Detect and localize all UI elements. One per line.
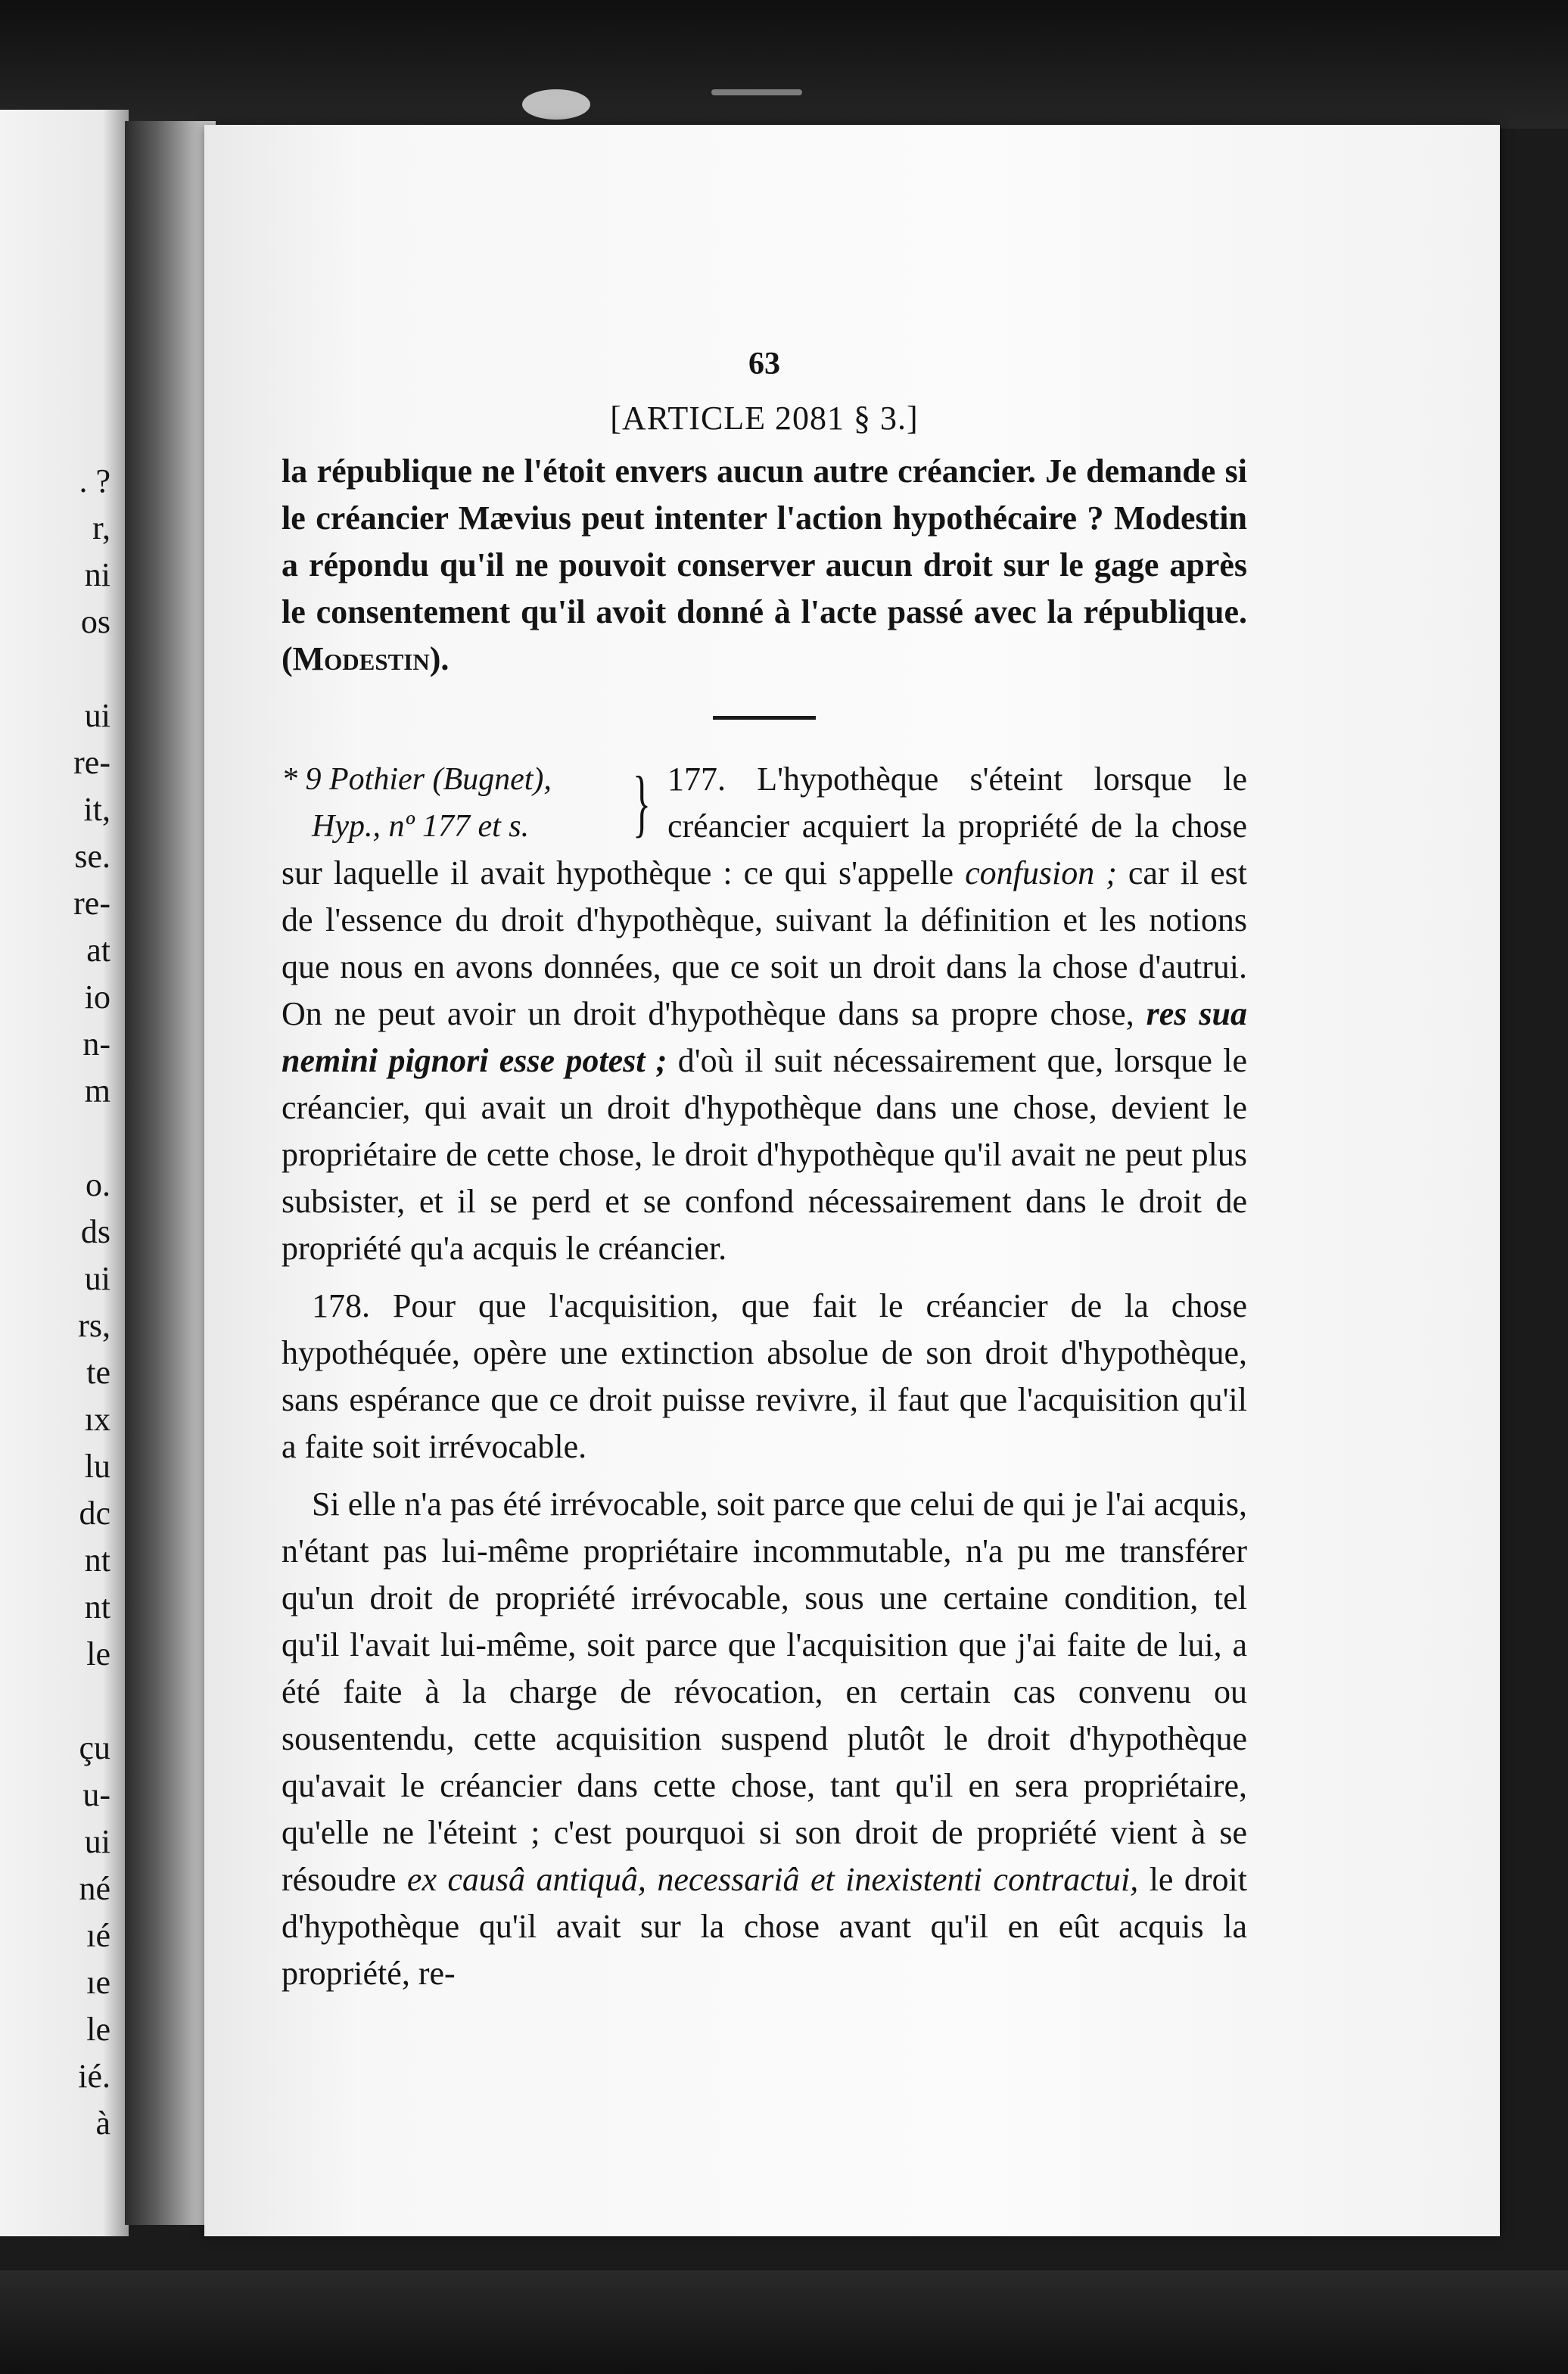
left-page-fragment: re-	[73, 744, 110, 781]
paragraph-irrevocable-part-2: le droit d'hypothèque qu'il avait sur la chose avant qu'il en eût acquis la propriété, re-	[282, 1861, 1247, 1992]
left-page-fragment: rs,	[78, 1307, 110, 1344]
left-page-fragment: dc	[79, 1495, 110, 1532]
left-page-fragment: ui	[84, 697, 110, 734]
adjacent-left-page	[0, 110, 129, 2236]
scan-smudge	[711, 89, 802, 95]
left-page-fragment: te	[86, 1354, 110, 1391]
book-gutter-shadow	[125, 121, 216, 2225]
page-content	[282, 341, 1247, 1997]
left-page-fragment: os	[80, 603, 110, 640]
left-page-fragment: ıx	[84, 1401, 110, 1438]
term-confusion: confusion ;	[965, 854, 1117, 891]
left-page-fragment: se.	[74, 838, 110, 875]
paragraph-177-part-3: d'où il suit nécessairement que, lorsque le créancier, qui avait un droit d'hypothèque dans une chose, devient le propriétaire de cette chose, le droit d'hypothèque qu'il avait ne peut plus subsister, et il se perd et se confond nécessairement dans le droit de propriété qu'a acquis le créancier.	[282, 1042, 1248, 1267]
left-page-fragment	[0, 646, 129, 692]
paragraph-178: 178. Pour que l'acquisition, que fait le créancier de la chose hypothéquée, opère une extinction absolue de son droit d'hypothèque, sans espérance que ce droit puisse revivre, il faut que l'acquisition qu'il a faite soit irrévocable.	[282, 1287, 1247, 1465]
photo-frame-bottom	[0, 2270, 1568, 2374]
left-page-fragment: à	[95, 2105, 110, 2142]
section-177	[282, 756, 1247, 1272]
left-page-fragment: it,	[83, 791, 110, 828]
left-page-fragment: u-	[82, 1776, 110, 1813]
paragraph-irrevocable-part-1: Si elle n'a pas été irrévocable, soit parce que celui de qui je l'ai acquis, n'étant pas lui-même propriétaire incommutable, n'a pu me transférer qu'un droit de propriété irrévocable, sous une certaine condition, tel qu'il l'avait lui-même, soit parce que l'acquisition que j'ai faite de lui, a été faite à la charge de révocation, en certain cas convenu ou sousentendu, cette acquisition suspend plutôt le droit d'hypothèque qu'avait le créancier dans cette chose, tant qu'il en sera propriétaire, qu'elle ne l'éteint ; c'est pourquoi si son droit de propriété vient à se résoudre	[282, 1486, 1247, 1898]
opening-paragraph-closing: ).	[429, 640, 450, 677]
left-page-fragment: ié.	[78, 2058, 110, 2095]
left-page-fragment: re-	[73, 885, 110, 922]
left-page-fragment: nt	[84, 1588, 110, 1626]
left-page-fragment: o.	[86, 1166, 110, 1203]
photo-frame-top	[0, 0, 1568, 129]
opening-paragraph	[282, 448, 1247, 683]
section-divider	[713, 716, 816, 720]
left-page-fragment: r,	[92, 509, 110, 546]
left-page-fragment: ıé	[86, 1917, 110, 1954]
citation-brace: }	[633, 761, 651, 845]
left-page-text-fragments	[0, 458, 129, 2147]
latin-phrase: ex causâ antiquâ, necessariâ et inexistenti contractui,	[406, 1861, 1139, 1898]
left-page-fragment	[0, 1678, 129, 1725]
left-page-fragment: nt	[84, 1542, 110, 1579]
paragraph-irrevocable	[282, 1481, 1247, 1997]
paragraph-177-part-1: 177. L'hypothèque s'éteint lorsque le créancier acquiert la propriété de la chose sur laquelle il avait hypothèque : ce qui s'appelle	[282, 761, 1247, 891]
margin-citation	[282, 756, 651, 850]
left-page-fragment: io	[84, 979, 110, 1016]
left-page-fragment	[0, 1115, 129, 1162]
left-page-fragment: m	[84, 1072, 110, 1109]
latin-maxim: res sua nemini pignori esse potest ;	[282, 995, 1247, 1079]
left-page-fragment: . ?	[79, 462, 110, 499]
left-page-fragment: ui	[84, 1823, 110, 1860]
left-page-fragment: lu	[84, 1448, 110, 1485]
left-page-fragment: çu	[79, 1729, 110, 1766]
left-page-fragment: at	[86, 932, 110, 969]
left-page-fragment: n-	[82, 1025, 110, 1063]
left-page-fragment: le	[86, 1635, 110, 1672]
author-name: Modestin	[292, 640, 430, 677]
opening-paragraph-text: la république ne l'étoit envers aucun autre créancier. Je demande si le créancier Mævius peut intenter l'action hypothécaire ? Modestin a répondu qu'il ne pouvoit conserver aucun droit sur le gage après le consentement qu'il avoit donné à l'acte passé avec la république. (	[282, 453, 1247, 677]
scan-smudge	[522, 89, 590, 120]
page-number: 63	[748, 347, 780, 381]
left-page-fragment: ıe	[86, 1964, 110, 2001]
document-page	[204, 125, 1500, 2236]
left-page-fragment: le	[86, 2011, 110, 2048]
left-page-fragment: ni	[84, 556, 110, 593]
article-header: [ARTICLE 2081 § 3.]	[610, 400, 919, 437]
left-page-fragment: ds	[80, 1213, 110, 1250]
left-page-fragment: né	[79, 1870, 110, 1907]
citation-line-1: * 9 Pothier (Bugnet),	[282, 762, 552, 797]
paragraph-177-part-2: car il est de l'essence du droit d'hypothèque, suivant la définition et les notions que nous en avons données, que ce soit un droit dans la chose d'autrui. On ne peut avoir un droit d'hypothèque dans sa propre chose,	[282, 854, 1247, 1032]
left-page-fragment: ui	[84, 1260, 110, 1297]
citation-line-2: Hyp., nº 177 et s.	[312, 809, 530, 844]
